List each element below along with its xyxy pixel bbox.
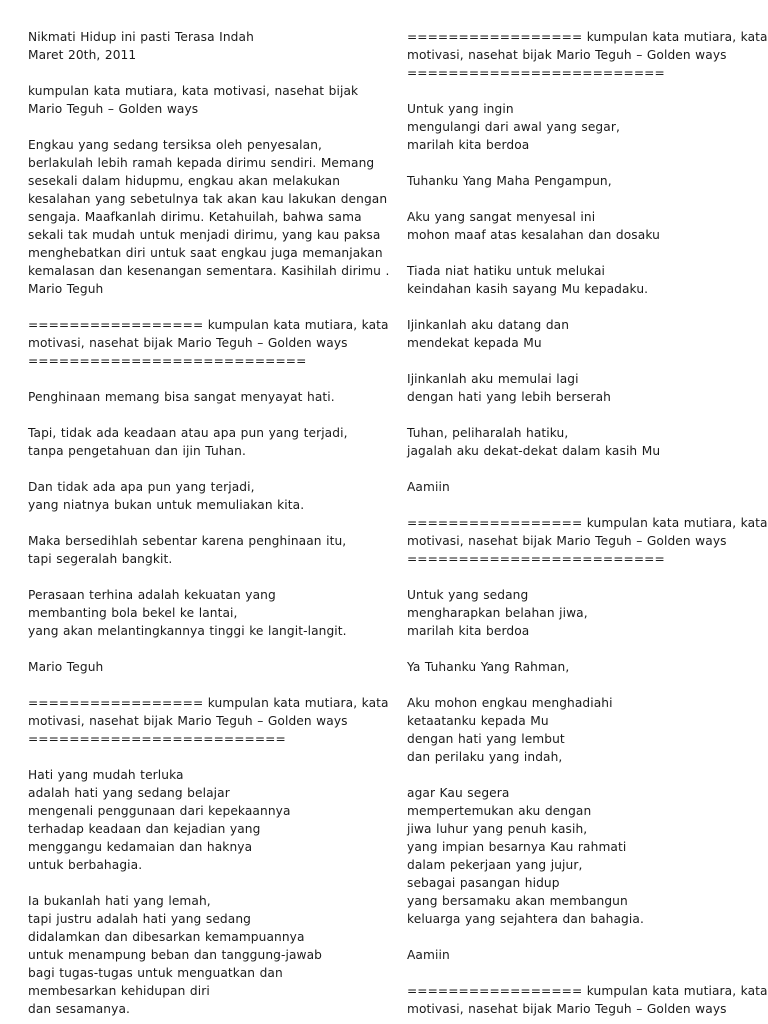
text-line: Ijinkanlah aku datang dan xyxy=(407,318,570,332)
text-line: ========================= xyxy=(28,732,286,746)
right-text-column xyxy=(407,28,768,1024)
text-line: sebagai pasangan hidup xyxy=(407,876,560,890)
text-paragraph xyxy=(407,784,757,928)
text-line: Hati yang mudah terluka xyxy=(28,768,184,782)
text-line: Aku yang sangat menyesal ini xyxy=(407,210,596,224)
text-paragraph xyxy=(28,28,378,64)
text-paragraph xyxy=(28,388,378,406)
text-paragraph xyxy=(407,514,768,568)
text-paragraph xyxy=(407,28,768,82)
text-paragraph xyxy=(28,892,378,1018)
text-line: Aamiin xyxy=(407,948,450,962)
text-line: menghebatkan diri untuk saat engkau juga memanjakan xyxy=(28,246,383,260)
text-line: Nikmati Hidup ini pasti Terasa Indah xyxy=(28,30,254,44)
text-line: berlakulah lebih ramah kepada dirimu sendiri. Memang xyxy=(28,156,375,170)
text-line: ========================= xyxy=(407,552,665,566)
text-line: Engkau yang sedang tersiksa oleh penyesalan, xyxy=(28,138,323,152)
text-line: mendekat kepada Mu xyxy=(407,336,542,350)
text-line: ketaatanku kepada Mu xyxy=(407,714,549,728)
text-line: dengan hati yang lembut xyxy=(407,732,565,746)
text-line: marilah kita berdoa xyxy=(407,624,530,638)
text-line: ================= kumpulan kata mutiara, kata xyxy=(28,318,389,332)
text-line: Untuk yang sedang xyxy=(407,588,529,602)
text-line: membanting bola bekel ke lantai, xyxy=(28,606,238,620)
text-paragraph xyxy=(28,766,378,874)
text-paragraph xyxy=(407,586,757,640)
text-line: Mario Teguh xyxy=(28,282,104,296)
text-line: ================= kumpulan kata mutiara, kata xyxy=(407,516,768,530)
text-line: Ya Tuhanku Yang Rahman, xyxy=(407,660,570,674)
text-paragraph xyxy=(28,82,378,118)
text-line: Perasaan terhina adalah kekuatan yang xyxy=(28,588,276,602)
text-line: Tuhanku Yang Maha Pengampun, xyxy=(407,174,612,188)
text-paragraph xyxy=(28,658,378,676)
text-line: agar Kau segera xyxy=(407,786,510,800)
text-paragraph xyxy=(407,946,757,964)
text-line: marilah kita berdoa xyxy=(407,138,530,152)
text-line: ================= kumpulan kata mutiara, kata xyxy=(28,696,389,710)
text-line: Tuhan, peliharalah hatiku, xyxy=(407,426,569,440)
text-line: untuk berbahagia. xyxy=(28,858,143,872)
text-line: bagi tugas-tugas untuk menguatkan dan xyxy=(28,966,283,980)
text-paragraph xyxy=(28,694,389,748)
text-line: Maka bersedihlah sebentar karena penghinaan itu, xyxy=(28,534,347,548)
text-line: didalamkan dan dibesarkan kemampuannya xyxy=(28,930,305,944)
text-line: ================= kumpulan kata mutiara, kata xyxy=(407,984,768,998)
text-paragraph xyxy=(407,478,757,496)
text-line: adalah hati yang sedang belajar xyxy=(28,786,230,800)
left-text-column xyxy=(28,28,390,1024)
text-line: untuk menampung beban dan tanggung-jawab xyxy=(28,948,323,962)
text-line: yang bersamaku akan membangun xyxy=(407,894,628,908)
text-line: Maret 20th, 2011 xyxy=(28,48,137,62)
text-line: dan perilaku yang indah, xyxy=(407,750,563,764)
text-line: Mario Teguh xyxy=(28,660,104,674)
text-line: kumpulan kata mutiara, kata motivasi, nasehat bijak xyxy=(28,84,359,98)
text-line: Aamiin xyxy=(407,480,450,494)
text-line: dalam pekerjaan yang jujur, xyxy=(407,858,583,872)
text-line: mempertemukan aku dengan xyxy=(407,804,592,818)
text-line: menggangu kedamaian dan haknya xyxy=(28,840,253,854)
text-paragraph xyxy=(407,982,768,1018)
text-line: yang akan melantingkannya tinggi ke langit-langit. xyxy=(28,624,347,638)
text-line: keindahan kasih sayang Mu kepadaku. xyxy=(407,282,649,296)
text-paragraph xyxy=(407,370,757,406)
text-line: tapi segeralah bangkit. xyxy=(28,552,173,566)
text-line: keluarga yang sejahtera dan bahagia. xyxy=(407,912,644,926)
text-paragraph xyxy=(28,136,390,298)
text-line: Dan tidak ada apa pun yang terjadi, xyxy=(28,480,255,494)
text-line: ================= kumpulan kata mutiara, kata xyxy=(407,30,768,44)
text-line: motivasi, nasehat bijak Mario Teguh – Golden ways xyxy=(407,1002,727,1016)
text-paragraph xyxy=(407,694,757,766)
text-line: Ia bukanlah hati yang lemah, xyxy=(28,894,211,908)
text-line: terhadap keadaan dan kejadian yang xyxy=(28,822,261,836)
text-line: motivasi, nasehat bijak Mario Teguh – Golden ways xyxy=(407,534,727,548)
text-line: sengaja. Maafkanlah dirimu. Ketahuilah, bahwa sama xyxy=(28,210,362,224)
text-line: jagalah aku dekat-dekat dalam kasih Mu xyxy=(407,444,661,458)
text-paragraph xyxy=(28,316,389,370)
text-line: ========================= xyxy=(407,66,665,80)
text-paragraph xyxy=(28,478,378,514)
text-line: tanpa pengetahuan dan ijin Tuhan. xyxy=(28,444,246,458)
text-line: yang niatnya bukan untuk memuliakan kita. xyxy=(28,498,305,512)
text-paragraph xyxy=(407,316,757,352)
text-line: motivasi, nasehat bijak Mario Teguh – Golden ways xyxy=(28,336,348,350)
text-line: Aku mohon engkau menghadiahi xyxy=(407,696,613,710)
text-line: kemalasan dan kesenangan sementara. Kasihilah dirimu . xyxy=(28,264,390,278)
text-line: =========================== xyxy=(28,354,307,368)
text-line: Untuk yang ingin xyxy=(407,102,514,116)
text-line: motivasi, nasehat bijak Mario Teguh – Golden ways xyxy=(407,48,727,62)
text-line: Ijinkanlah aku memulai lagi xyxy=(407,372,579,386)
text-paragraph xyxy=(407,262,757,298)
text-line: jiwa luhur yang penuh kasih, xyxy=(407,822,588,836)
text-line: Tiada niat hatiku untuk melukai xyxy=(407,264,606,278)
text-line: Tapi, tidak ada keadaan atau apa pun yang terjadi, xyxy=(28,426,348,440)
text-paragraph xyxy=(407,208,757,244)
text-line: mohon maaf atas kesalahan dan dosaku xyxy=(407,228,660,242)
text-paragraph xyxy=(28,586,378,640)
text-line: dan sesamanya. xyxy=(28,1002,130,1016)
text-line: mengenali penggunaan dari kepekaannya xyxy=(28,804,291,818)
text-line: tapi justru adalah hati yang sedang xyxy=(28,912,251,926)
text-paragraph xyxy=(28,424,378,460)
text-line: kesalahan yang sebetulnya tak akan kau lakukan dengan xyxy=(28,192,388,206)
text-paragraph xyxy=(28,532,378,568)
text-line: dengan hati yang lebih berserah xyxy=(407,390,612,404)
text-line: yang impian besarnya Kau rahmati xyxy=(407,840,627,854)
text-line: Mario Teguh – Golden ways xyxy=(28,102,199,116)
text-line: sekali tak mudah untuk menjadi dirimu, yang kau paksa xyxy=(28,228,381,242)
text-line: mengulangi dari awal yang segar, xyxy=(407,120,620,134)
text-paragraph xyxy=(407,100,757,154)
text-paragraph xyxy=(407,172,757,190)
text-line: Penghinaan memang bisa sangat menyayat hati. xyxy=(28,390,335,404)
text-paragraph xyxy=(407,424,757,460)
text-line: membesarkan kehidupan diri xyxy=(28,984,210,998)
text-line: mengharapkan belahan jiwa, xyxy=(407,606,588,620)
text-line: sesekali dalam hidupmu, engkau akan melakukan xyxy=(28,174,341,188)
text-line: motivasi, nasehat bijak Mario Teguh – Golden ways xyxy=(28,714,348,728)
text-paragraph xyxy=(407,658,757,676)
